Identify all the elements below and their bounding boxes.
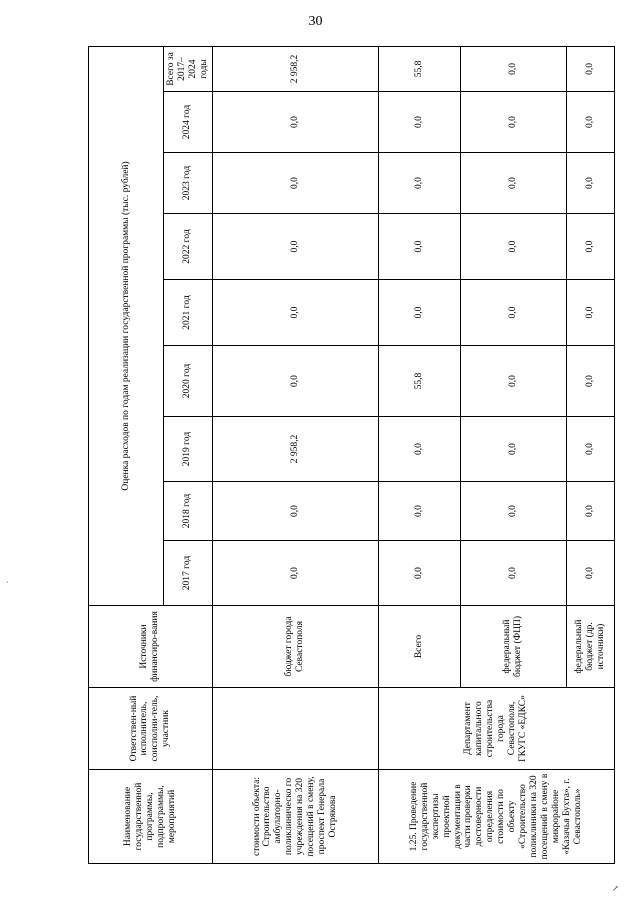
row-source: федеральный бюджет (др. источники) bbox=[566, 606, 614, 688]
header-name: Наименование государственной программы, подпрограммы, мероприятий bbox=[89, 770, 213, 864]
row-value: 0,0 bbox=[212, 214, 378, 280]
row-value: 0,0 bbox=[566, 346, 614, 417]
row-value: 0,0 bbox=[460, 541, 566, 606]
row-value: 0,0 bbox=[566, 280, 614, 346]
row-value: 2 958,2 bbox=[212, 417, 378, 482]
row-total: 55,8 bbox=[378, 46, 460, 91]
table-row bbox=[212, 46, 378, 863]
row-value: 0,0 bbox=[378, 92, 460, 153]
budget-table bbox=[88, 46, 615, 864]
row-name: стоимости объекта: Строительство амбулаторно-поликлиническо го учреждения на 320 посещений в смену, проспект Генерала Острякова bbox=[212, 770, 378, 864]
header-row-1 bbox=[89, 46, 164, 863]
header-source: Источники финансиро-вания bbox=[89, 606, 213, 688]
row-value: 0,0 bbox=[378, 482, 460, 541]
row-value: 0,0 bbox=[566, 541, 614, 606]
row-value: 0,0 bbox=[460, 214, 566, 280]
row-value: 0,0 bbox=[378, 280, 460, 346]
row-value: 0,0 bbox=[566, 92, 614, 153]
header-responsible: Ответствен-ный исполнитель, соисполни-тель, участник bbox=[89, 688, 213, 770]
row-value: 0,0 bbox=[212, 153, 378, 214]
row-responsible: Департамент капитального строительства города Севастополя, ГКУГС «ЕДКС» bbox=[378, 688, 614, 770]
row-source: федеральный бюджет (ФЦП) bbox=[460, 606, 566, 688]
row-value: 0,0 bbox=[460, 92, 566, 153]
row-value: 0,0 bbox=[460, 280, 566, 346]
header-year-2018: 2018 год bbox=[164, 482, 213, 541]
header-year-2017: 2017 год bbox=[164, 541, 213, 606]
header-year-2019: 2019 год bbox=[164, 417, 213, 482]
row-value: 0,0 bbox=[212, 280, 378, 346]
header-year-2024: 2024 год bbox=[164, 92, 213, 153]
row-value: 0,0 bbox=[460, 482, 566, 541]
row-value: 0,0 bbox=[378, 417, 460, 482]
row-total: 0,0 bbox=[460, 46, 566, 91]
row-value: 0,0 bbox=[378, 214, 460, 280]
row-value: 0,0 bbox=[212, 92, 378, 153]
scan-dot: · bbox=[6, 578, 9, 587]
row-value: 0,0 bbox=[378, 541, 460, 606]
row-value: 0,0 bbox=[460, 346, 566, 417]
row-value: 0,0 bbox=[566, 417, 614, 482]
header-total: Всего за 2017–2024 годы bbox=[164, 46, 213, 91]
scan-mark: ↗ bbox=[612, 884, 619, 893]
row-value: 0,0 bbox=[212, 541, 378, 606]
header-estimate: Оценка расходов по годам реализации государственной программы (тыс. рублей) bbox=[89, 46, 164, 605]
row-name: 1.25. Проведение государственной экспертизы проектной документации в части проверки достоверности определения стоимости по объекту «Строительство поликлиники на 320 посещений в смену в микрорайоне «Казачья Бухта», г. Севастополь» bbox=[378, 770, 614, 864]
row-value: 0,0 bbox=[566, 482, 614, 541]
page-number: 30 bbox=[308, 14, 323, 29]
header-year-2020: 2020 год bbox=[164, 346, 213, 417]
table-row bbox=[378, 46, 460, 863]
row-source: Всего bbox=[378, 606, 460, 688]
row-value: 0,0 bbox=[212, 346, 378, 417]
row-source: бюджет города Севастополя bbox=[212, 606, 378, 688]
row-value: 0,0 bbox=[460, 153, 566, 214]
row-value: 0,0 bbox=[460, 417, 566, 482]
rotated-table-wrapper bbox=[88, 47, 606, 864]
row-total: 0,0 bbox=[566, 46, 614, 91]
row-value: 0,0 bbox=[212, 482, 378, 541]
header-year-2021: 2021 год bbox=[164, 280, 213, 346]
row-value: 0,0 bbox=[378, 153, 460, 214]
row-value: 0,0 bbox=[566, 214, 614, 280]
header-year-2022: 2022 год bbox=[164, 214, 213, 280]
row-value: 0,0 bbox=[566, 153, 614, 214]
row-total: 2 958,2 bbox=[212, 46, 378, 91]
row-value: 55,8 bbox=[378, 346, 460, 417]
header-year-2023: 2023 год bbox=[164, 153, 213, 214]
row-responsible bbox=[212, 688, 378, 770]
